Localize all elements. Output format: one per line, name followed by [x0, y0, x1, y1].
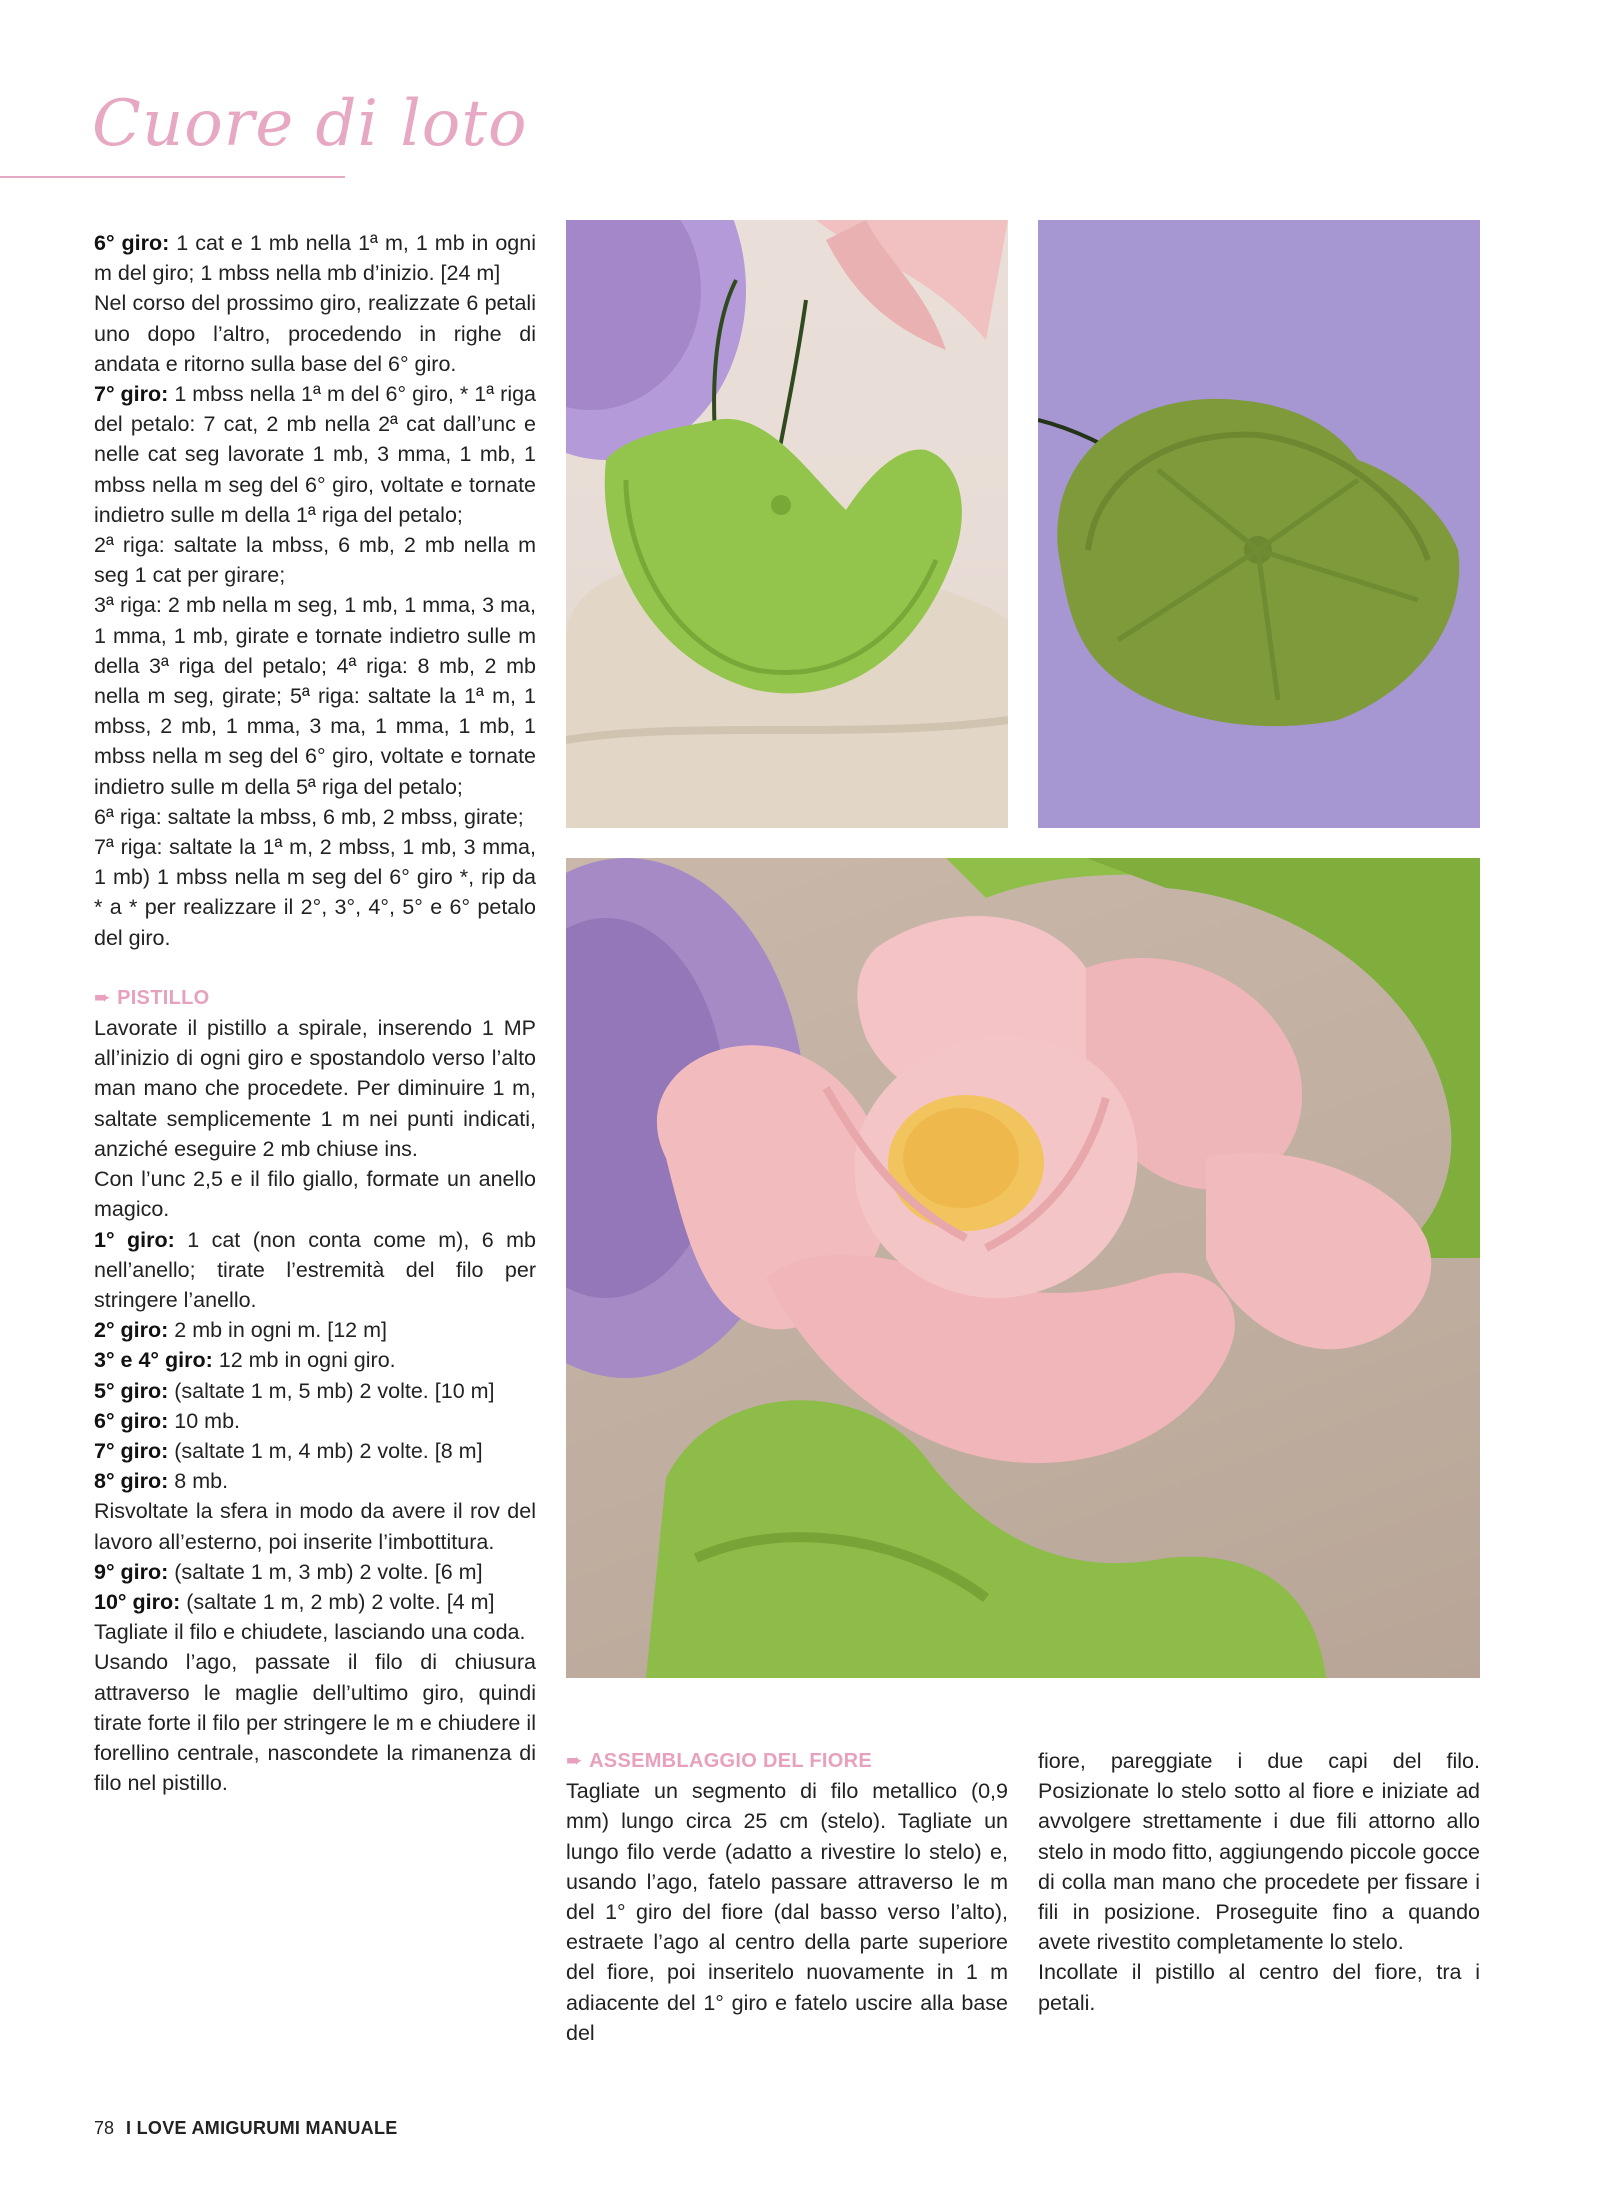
paragraph: Tagliate il filo e chiudete, lasciando una coda. [94, 1620, 526, 1645]
section-heading-pistillo: ➨ PISTILLO [94, 986, 210, 1009]
round-label: 2° giro: [94, 1318, 169, 1343]
paragraph: Incollate il pistillo al centro del fiore, tra i petali. [1038, 1960, 1480, 2015]
paragraph: 1° giro: 1 cat (non conta come m), 6 mb nell’anello; tirate l’estremità del filo per stringere l’anello. [94, 1227, 536, 1312]
arrow-right-icon: ➨ [94, 986, 112, 1009]
round-label: 9° giro: [94, 1559, 169, 1584]
paragraph: Risvoltate la sfera in modo da avere il rov del lavoro all’esterno, poi inserite l’imbottitura. [94, 1499, 536, 1554]
paragraph: 6° giro: 10 mb. [94, 1408, 240, 1433]
paragraph: 6ª riga: saltate la mbss, 6 mb, 2 mbss, girate; [94, 804, 524, 829]
paragraph: 10° giro: (saltate 1 m, 2 mb) 2 volte. [4 m] [94, 1589, 495, 1614]
round-label: 6° giro: [94, 231, 170, 255]
arrow-right-icon: ➨ [566, 1750, 584, 1772]
paragraph: 3° e 4° giro: 12 mb in ogni giro. [94, 1348, 396, 1373]
title-underline [0, 176, 345, 178]
paragraph: 7° giro: (saltate 1 m, 4 mb) 2 volte. [8 m] [94, 1438, 483, 1463]
paragraph: Usando l’ago, passate il filo di chiusura attraverso le maglie dell’ultimo giro, quindi tirate forte il filo per stringere le m e chiudere il forellino centrale, nascondete la rimanenza di filo nel pistillo. [94, 1650, 536, 1796]
round-label: 5° giro: [94, 1378, 169, 1403]
round-label: 1° giro: [94, 1227, 175, 1252]
text-column-left [94, 228, 536, 1798]
paragraph: 2ª riga: saltate la mbss, 6 mb, 2 mb nella m seg 1 cat per girare; [94, 533, 536, 588]
paragraph [94, 379, 536, 530]
round-label: 7° giro: [94, 1438, 169, 1463]
paragraph: Lavorate il pistillo a spirale, inserendo 1 MP all’inizio di ogni giro e spostandolo verso l’alto man mano che procedete. Per diminuire 1 m, saltate semplicemente 1 m nei punti indicati, anziché eseguire 2 mb chiuse ins. [94, 1016, 536, 1161]
text-column-right [1038, 1746, 1480, 2018]
photo-pink-lotus-flower [566, 858, 1480, 1678]
round-label: 6° giro: [94, 1408, 169, 1433]
paragraph: fiore, pareggiate i due capi del filo. Posizionate lo stelo sotto al fiore e iniziate ad avvolgere strettamente i due fili attorno allo stelo in modo fitto, aggiungendo piccole gocce di colla man mano che procedete per fissare i fili in posizione. Proseguite fino a quando avete rivestito completamente lo stelo. [1038, 1749, 1480, 1955]
round-label: 3° e 4° giro: [94, 1348, 213, 1373]
magazine-name: I LOVE AMIGURUMI MANUALE [126, 2118, 398, 2138]
paragraph: 7ª riga: saltate la 1ª m, 2 mbss, 1 mb, 3 mma, 1 mb) 1 mbss nella m seg del 6° giro *, rip da * a * per realizzare il 2°, 3°, 4°, 5° e 6° petalo del giro. [94, 835, 536, 950]
paragraph: Tagliate un segmento di filo metallico (0,9 mm) lungo circa 25 cm (stelo). Tagliate un lungo filo verde (adatto a rivestire lo stelo) e, usando l’ago, fatelo passare attraverso le m del 1° giro del fiore (dal basso verso l’alto), estraete l’ago al centro della parte superiore del fiore, poi inseritelo nuovamente in 1 m adiacente del 1° giro e fatelo uscire alla base del [566, 1779, 1008, 2045]
round-label: 7° giro: [94, 382, 169, 407]
round-text: 1 mbss nella 1ª m del 6° giro, * 1ª riga del petalo: 7 cat, 2 mb nella 2ª cat dall’unc e nelle cat seg lavorate 1 mb, 3 mma, 1 mb, 1 mbss nella m seg del 6° giro, voltate e tornate indietro sulle m della 1ª riga del petalo; [94, 382, 537, 527]
paragraph: 5° giro: (saltate 1 m, 5 mb) 2 volte. [10 m] [94, 1378, 495, 1403]
page-footer [94, 2118, 398, 2139]
paragraph: 2° giro: 2 mb in ogni m. [12 m] [94, 1318, 387, 1343]
paragraph: 9° giro: (saltate 1 m, 3 mb) 2 volte. [6 m] [94, 1559, 483, 1584]
round-label: 10° giro: [94, 1589, 181, 1614]
paragraph: 8° giro: 8 mb. [94, 1469, 229, 1494]
page-title: Cuore di loto [92, 87, 528, 161]
paragraph: Con l’unc 2,5 e il filo giallo, formate un anello magico. [94, 1167, 536, 1222]
paragraph: 3ª riga: 2 mb nella m seg, 1 mb, 1 mma, 3 ma, 1 mma, 1 mb, girate e tornate indietro sulle m della 3ª riga del petalo; 4ª riga: 8 mb, 2 mb nella m seg, girate; 5ª riga: saltate la 1ª m, 1 mbss, 2 mb, 1 mma, 3 ma, 1 mma, 1 mb, 1 mbss nella m seg del 6° giro, voltate e tornate indietro sulle m della 5ª riga del petalo; [94, 593, 536, 799]
page-number: 78 [94, 2118, 115, 2138]
round-text: 1 cat e 1 mb nella 1ª m, 1 mb in ogni m del giro; 1 mbss nella mb d’inizio. [24 m] [94, 231, 537, 286]
section-heading-assemblaggio: ➨ ASSEMBLAGGIO DEL FIORE [566, 1750, 872, 1772]
round-label: 8° giro: [94, 1469, 169, 1494]
photo-leaf-on-stem [566, 220, 1008, 828]
photo-leaf-lilac-background [1038, 220, 1480, 828]
paragraph: Nel corso del prossimo giro, realizzate 6 petali uno dopo l’altro, procedendo in righe di andata e ritorno sulla base del 6° giro. [94, 291, 536, 376]
text-column-middle [566, 1746, 1008, 2048]
paragraph [94, 228, 536, 288]
